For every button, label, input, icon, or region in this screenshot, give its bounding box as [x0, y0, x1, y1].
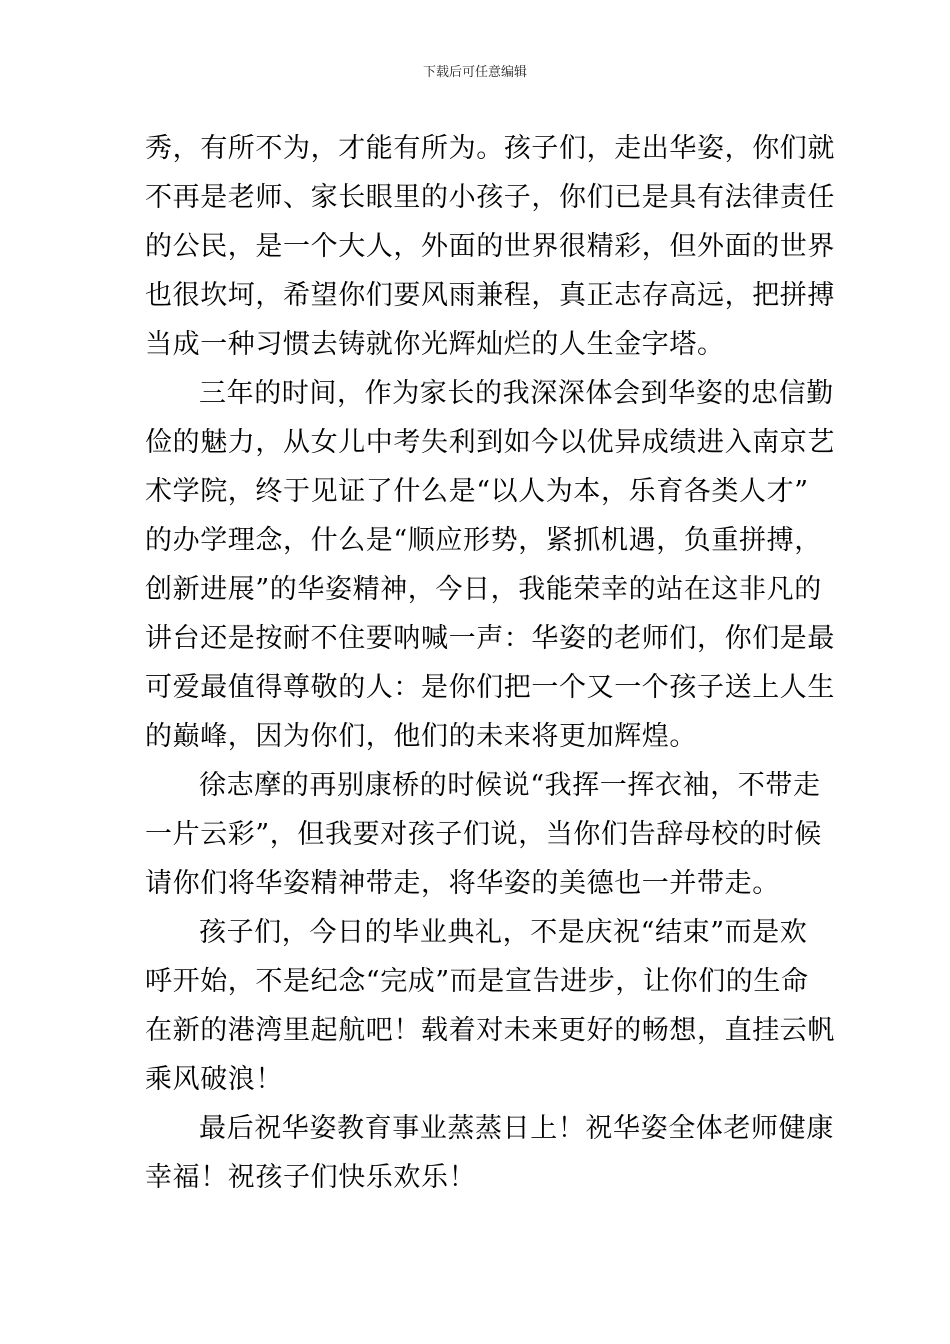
- text-line: 创新进展”的华姿精神，今日，我能荣幸的站在这非凡的: [145, 574, 822, 605]
- paragraph-1: [145, 124, 835, 369]
- text-line: 请你们将华姿精神带走，将华姿的美德也一并带走。: [145, 868, 780, 899]
- text-line: 可爱最值得尊敬的人：是你们把一个又一个孩子送上人生: [145, 672, 835, 703]
- paragraph-3: [145, 761, 822, 908]
- text-line: 的巅峰，因为你们，他们的未来将更加辉煌。: [145, 721, 697, 752]
- text-line: 三年的时间，作为家长的我深深体会到华姿的忠信勤: [199, 378, 834, 409]
- text-line: 当成一种习惯去铸就你光辉灿烂的人生金字塔。: [145, 329, 725, 360]
- text-line: 最后祝华姿教育事业蒸蒸日上！祝华姿全体老师健康: [199, 1113, 834, 1144]
- text-line: 徐志摩的再别康桥的时候说“我挥一挥衣袖，不带走: [199, 770, 821, 801]
- text-line: 的公民，是一个大人，外面的世界很精彩，但外面的世界: [145, 231, 835, 262]
- paragraph-5: [145, 1104, 834, 1202]
- text-line: 的办学理念，什么是“顺应形势，紧抓机遇，负重拼搏，: [145, 525, 822, 556]
- header-note: 下载后可任意编辑: [422, 65, 527, 80]
- text-line: 一片云彩”，但我要对孩子们说，当你们告辞母校的时候: [145, 819, 822, 850]
- text-line: 呼开始，不是纪念“完成”而是宣告进步，让你们的生命: [145, 966, 809, 997]
- text-line: 孩子们，今日的毕业典礼，不是庆祝“结束”而是欢: [199, 917, 808, 948]
- text-line: 讲台还是按耐不住要呐喊一声：华姿的老师们，你们是最: [145, 623, 835, 654]
- text-line: 也很坎坷，希望你们要风雨兼程，真正志存高远，把拼搏: [145, 280, 835, 311]
- document-body: [145, 124, 835, 1202]
- paragraph-2: [145, 369, 835, 761]
- text-line: 术学院，终于见证了什么是“以人为本，乐育各类人才”: [145, 476, 809, 507]
- text-line: 不再是老师、家长眼里的小孩子，你们已是具有法律责任: [145, 182, 835, 213]
- text-line: 乘风破浪！: [145, 1064, 283, 1095]
- text-line: 幸福！祝孩子们快乐欢乐！: [145, 1162, 477, 1193]
- text-line: 在新的港湾里起航吧！载着对未来更好的畅想，直挂云帆: [145, 1015, 835, 1046]
- text-line: 俭的魅力，从女儿中考失利到如今以优异成绩进入南京艺: [145, 427, 835, 458]
- paragraph-4: [145, 908, 835, 1104]
- text-line: 秀，有所不为，才能有所为。孩子们，走出华姿，你们就: [145, 133, 835, 164]
